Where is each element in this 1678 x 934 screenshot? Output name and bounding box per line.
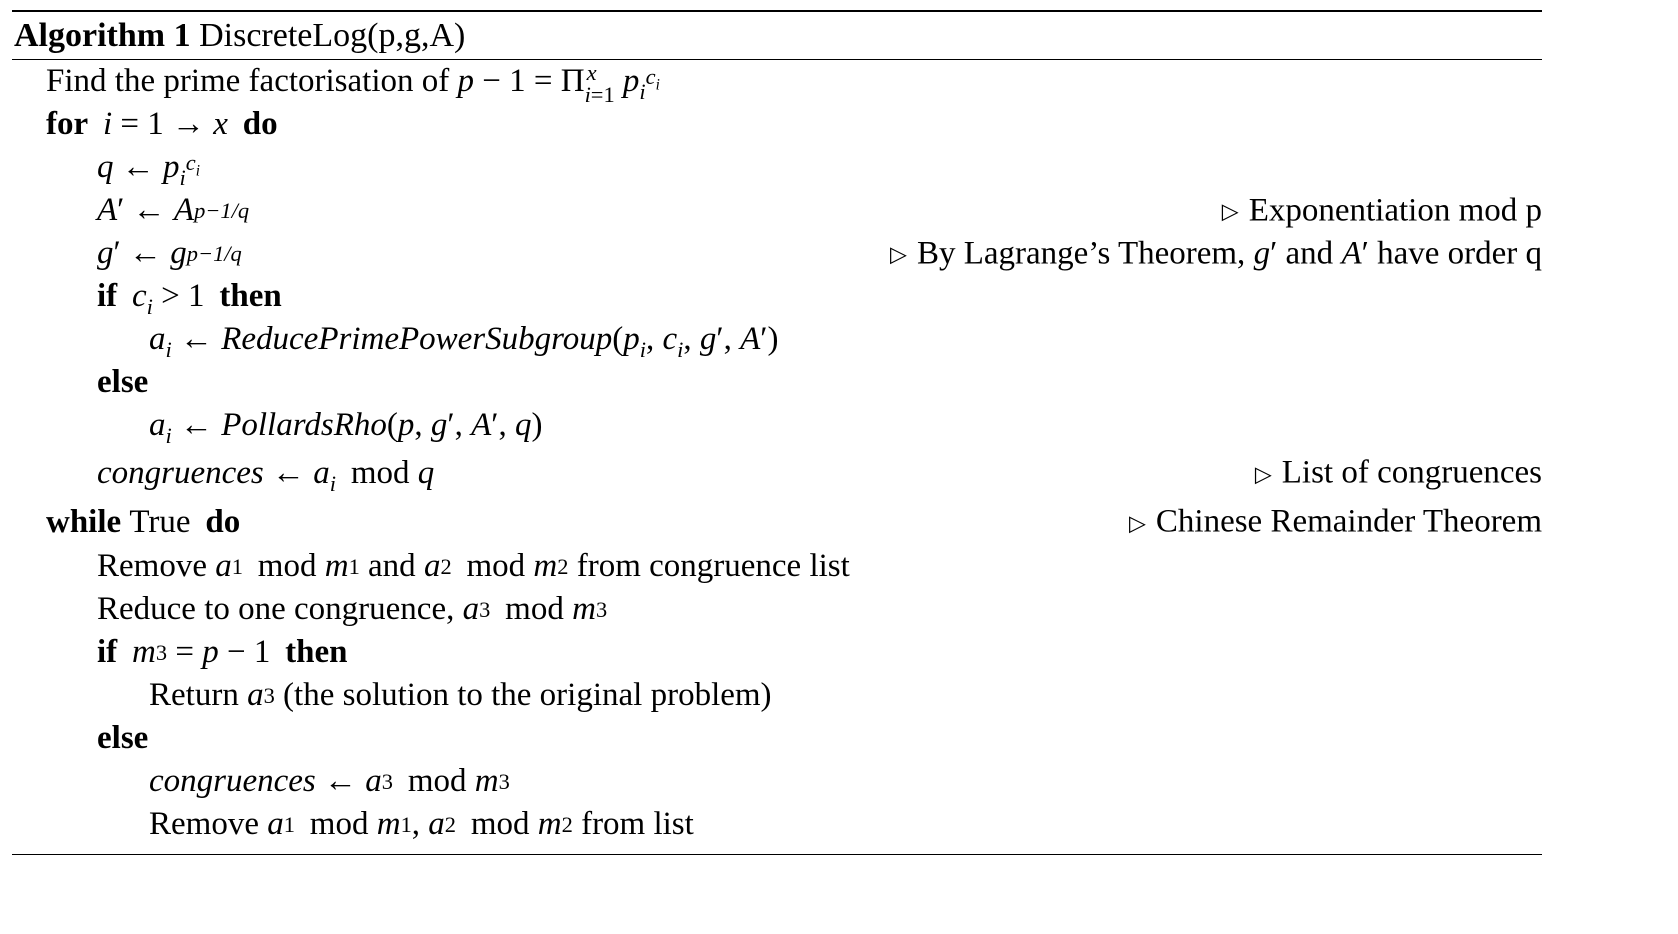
line-remove-1: Remove a 1 mod m 1 and a 2 mod m 2 from congruence list bbox=[97, 548, 850, 584]
comment-triangle-icon: ▷ bbox=[890, 241, 907, 267]
algorithm-label: Algorithm 1 bbox=[14, 16, 191, 54]
comment-triangle-icon: ▷ bbox=[1128, 510, 1146, 535]
algorithm-block bbox=[12, 10, 1542, 855]
line-a-prime: A ′ ← A p−1/q ▷ Exponentiation mod p bbox=[97, 192, 1542, 228]
line-while: while True do ▷ Chinese Remainder Theorem bbox=[46, 503, 1542, 540]
line-if-ci: if $c_i$ > 1 then bbox=[97, 278, 282, 319]
else-keyword: else bbox=[97, 364, 149, 400]
if-keyword: if bbox=[97, 278, 118, 314]
line-return: Return a 3 (the solution to the original problem) bbox=[149, 677, 772, 713]
line-remove-2: Remove a 1 mod m 1 , a 2 mod m 2 from list bbox=[149, 806, 694, 842]
line-reduce: Reduce to one congruence, a 3 mod m 3 bbox=[97, 591, 608, 627]
comment-lagrange: ▷ By Lagrange’s Theorem, g ′ and A ′ have order q bbox=[890, 235, 1542, 271]
line-factorisation: Find the prime factorisation of p − 1 = Π x i=1 $p_i$ $c_i$ bbox=[46, 60, 660, 107]
line-for: for i = 1 → x do bbox=[46, 106, 278, 142]
comment-triangle-icon: ▷ bbox=[1254, 461, 1272, 486]
bottom-rule bbox=[12, 854, 1542, 855]
algorithm-header bbox=[12, 12, 1542, 59]
line-q-assign: q ← $p_i$ $c_i$ bbox=[97, 149, 200, 190]
comment-triangle-icon: ▷ bbox=[1221, 198, 1239, 224]
for-keyword: for bbox=[46, 106, 89, 142]
line-reduce-call: $a_i$ ← ReducePrimePowerSubgroup ( $p_i$ , $c_i$ , g ′, A ′) bbox=[149, 321, 779, 362]
algorithm-body bbox=[12, 60, 1542, 854]
comment-crt: ▷ Chinese Remainder Theorem bbox=[1128, 503, 1542, 540]
rho-function: PollardsRho bbox=[221, 407, 387, 443]
line-congruences-assign: congruences ← a 3 mod m 3 bbox=[149, 763, 510, 799]
line-else-1 bbox=[12, 361, 1542, 404]
do-keyword: do bbox=[242, 106, 278, 142]
line-g-prime: g ′ ← g p−1/q ▷ By Lagrange’s Theorem, g ′ and A ′ have order q bbox=[97, 235, 1542, 271]
then-keyword: then bbox=[219, 278, 282, 314]
congruences-var: congruences bbox=[97, 454, 264, 491]
while-keyword: while bbox=[46, 503, 122, 540]
line-rho-call: $a_i$ ← PollardsRho ( p , g ′, A ′, q ) bbox=[149, 407, 543, 448]
comment-list-of-congruences: ▷ List of congruences bbox=[1254, 454, 1542, 491]
reduce-function: ReducePrimePowerSubgroup bbox=[221, 321, 613, 357]
comment-exponentiation: ▷ Exponentiation mod p bbox=[1221, 192, 1542, 228]
line-congruences-append: congruences ← $a_i$ mod q ▷ List of congruences bbox=[97, 454, 1542, 496]
algorithm-title: DiscreteLog(p,g,A) bbox=[199, 16, 466, 54]
factorise-text: Find the prime factorisation of bbox=[46, 63, 450, 99]
line-else-2: else bbox=[97, 720, 149, 756]
line-if-m3: if m 3 = p − 1 then bbox=[97, 634, 348, 670]
